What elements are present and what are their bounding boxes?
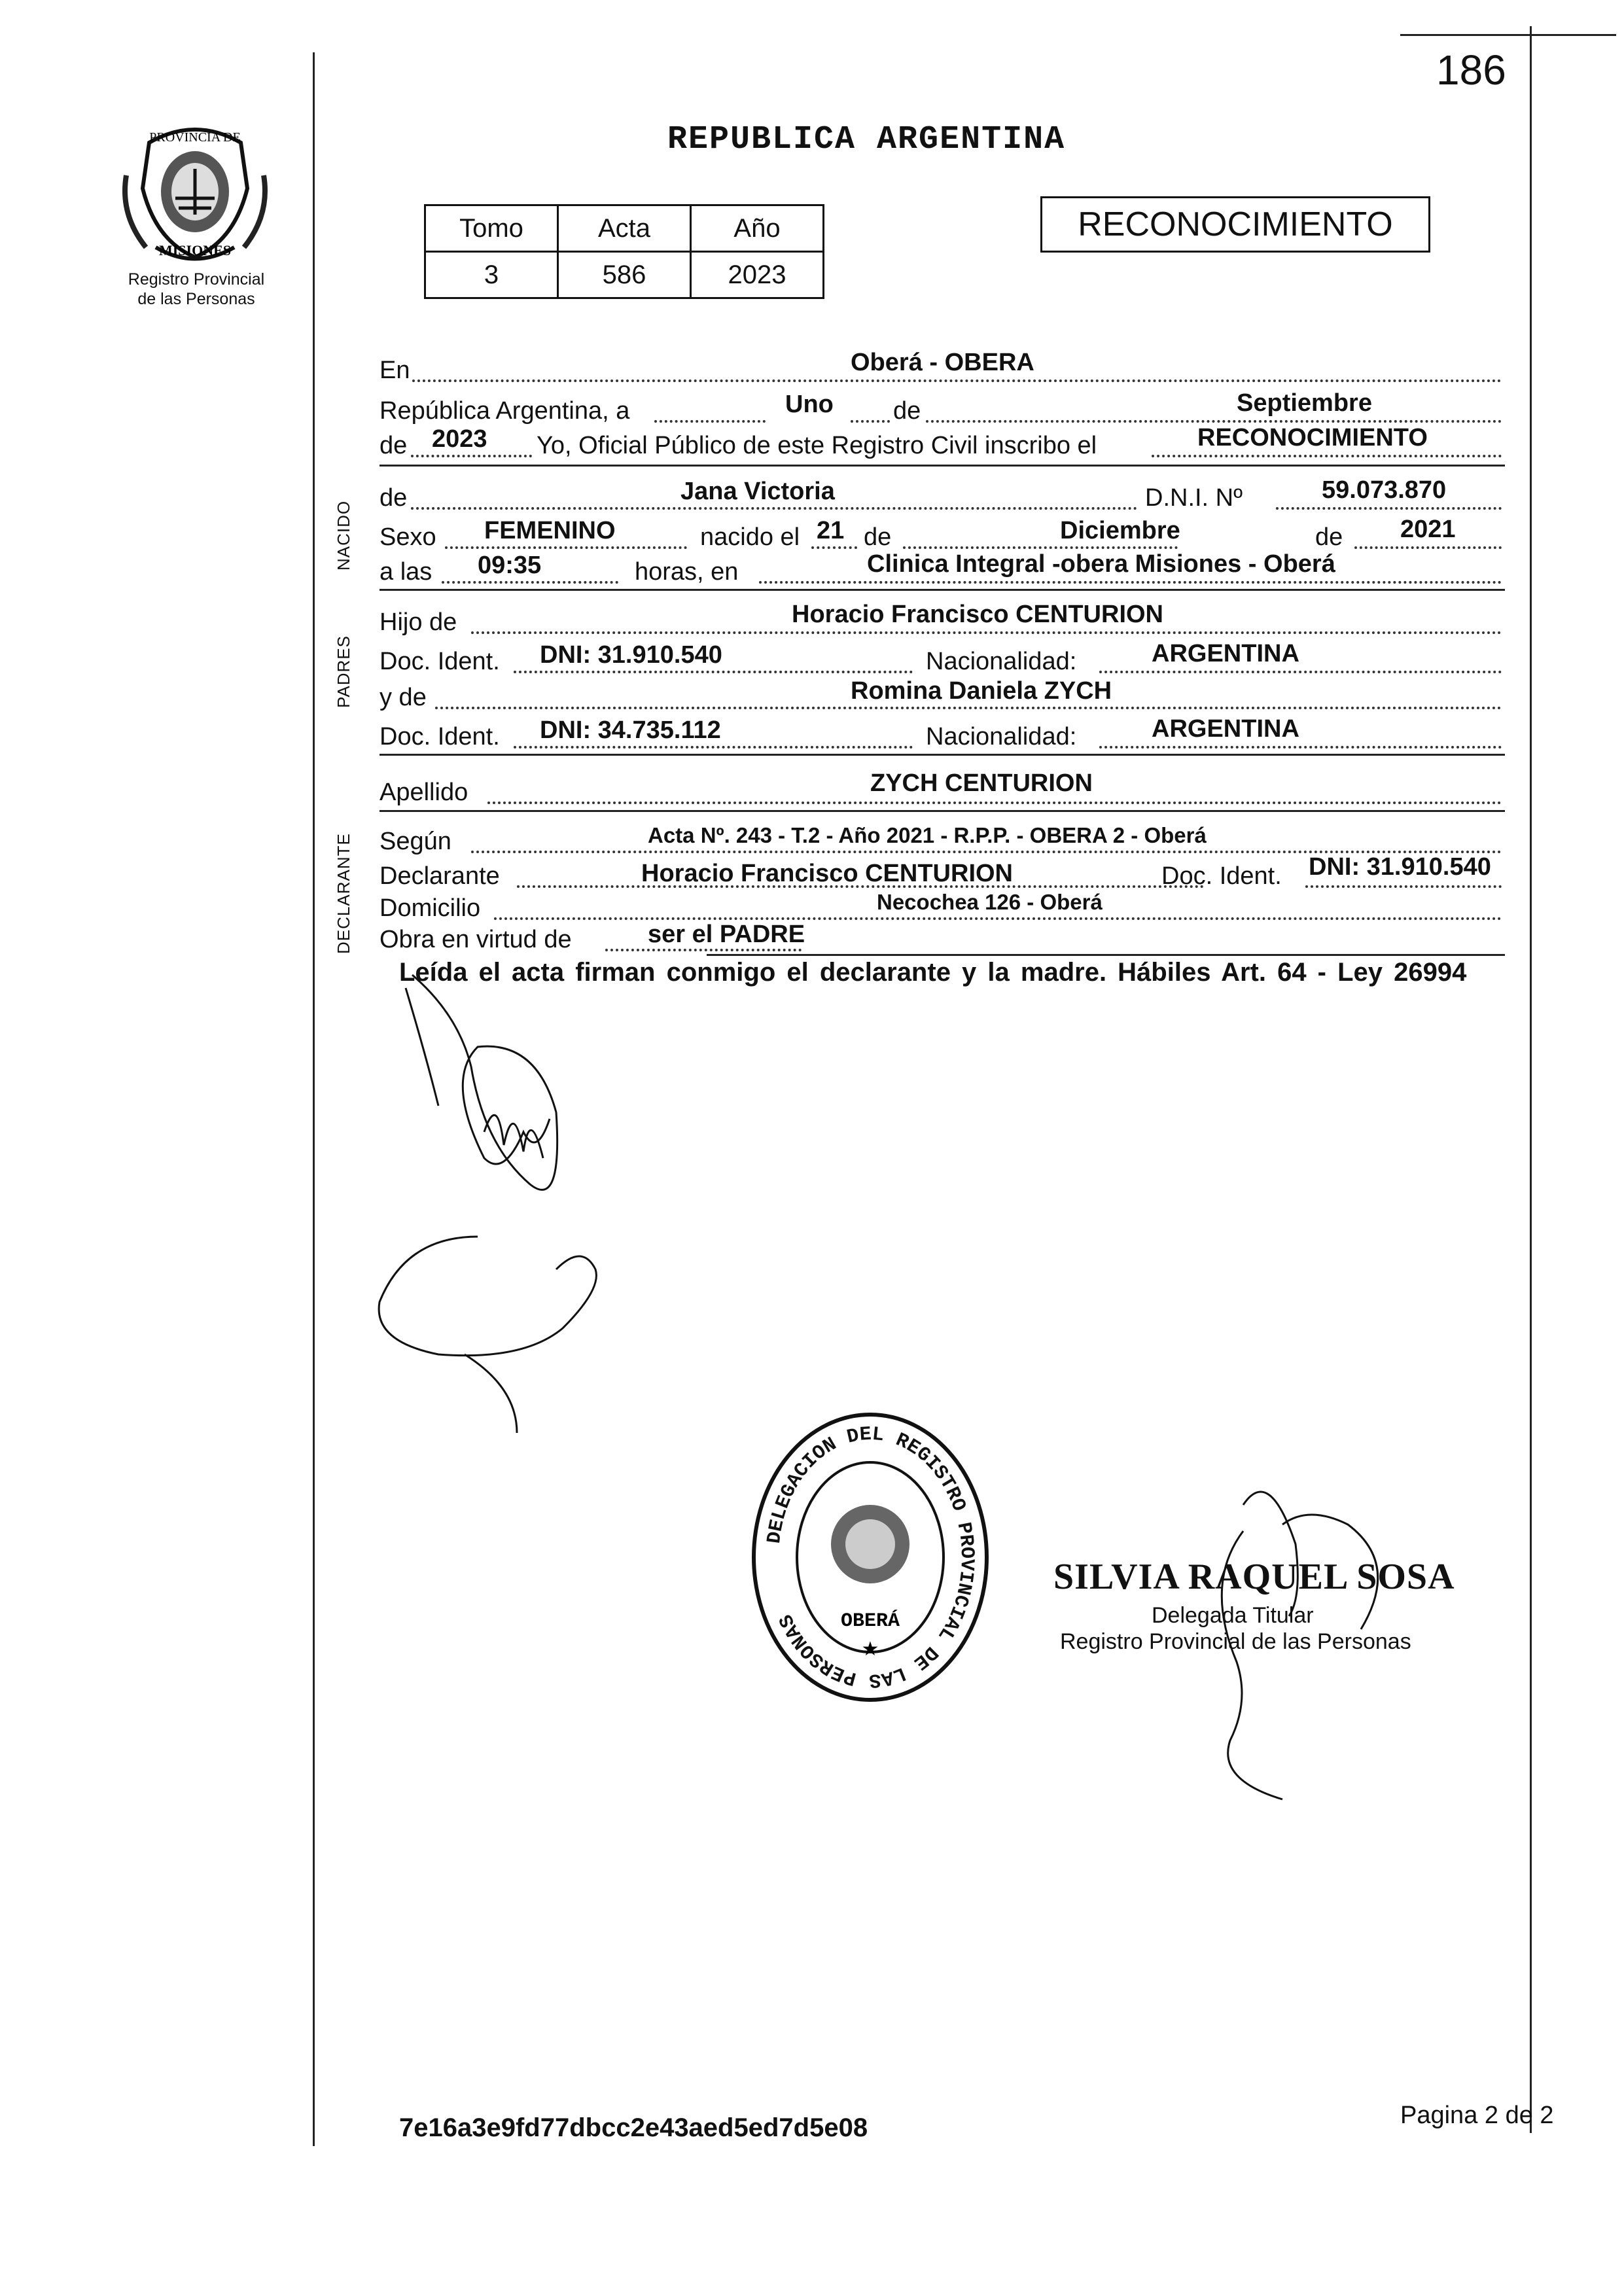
page-number: 186 — [1436, 46, 1506, 94]
madre-value: Romina Daniela ZYCH — [851, 677, 1112, 705]
tomo-header: Tomo — [425, 205, 558, 252]
en-value: Oberá - OBERA — [851, 349, 1034, 376]
misiones-crest-icon — [116, 116, 274, 267]
apellido-label: Apellido — [380, 779, 468, 806]
record-table-value-row — [425, 252, 824, 298]
side-label-padres: PADRES — [334, 635, 353, 708]
org-line-1: Registro Provincial — [128, 270, 265, 289]
en-label: En — [380, 357, 410, 384]
row-padre — [380, 599, 1505, 638]
dots — [514, 671, 913, 673]
seal-ring-text: DELEGACION DEL REGISTRO PROVINCIAL DE LAS PERSONAS — [763, 1423, 978, 1691]
nacido-dia-value: 21 — [817, 517, 845, 544]
dots — [605, 949, 802, 951]
madre-doc-value: DNI: 34.735.112 — [540, 716, 721, 744]
row-padre-doc — [380, 638, 1505, 677]
signatory-name: SILVIA RAQUEL SOSA — [1053, 1557, 1455, 1597]
dots — [487, 802, 1502, 804]
madre-nac-label: Nacionalidad: — [926, 723, 1077, 750]
row-madre — [380, 674, 1505, 713]
anio-value: 2023 — [691, 252, 824, 298]
madre-doc-label: Doc. Ident. — [380, 723, 500, 750]
republica-label: República Argentina, a — [380, 397, 630, 425]
dots — [1099, 671, 1502, 673]
dni-value: 59.073.870 — [1322, 476, 1447, 504]
section-divider — [380, 465, 1505, 467]
madre-nac-value: ARGENTINA — [1152, 715, 1299, 743]
dots — [442, 581, 618, 584]
padre-value: Horacio Francisco CENTURION — [792, 601, 1163, 628]
row-apellido — [380, 769, 1505, 808]
row-sexo — [380, 514, 1505, 553]
row-segun — [380, 818, 1505, 857]
document-title: REPUBLICA ARGENTINA — [667, 121, 1066, 158]
section-divider — [380, 589, 1505, 591]
domicilio-label: Domicilio — [380, 894, 481, 922]
declarante-doc-label: Doc. Ident. — [1161, 862, 1282, 890]
de-label-2: de — [380, 432, 408, 459]
nacido-mes-value: Diciembre — [1060, 517, 1180, 544]
organization-label — [98, 270, 294, 309]
pagination: Pagina 2 de 2 — [1400, 2102, 1554, 2129]
section-divider — [380, 754, 1505, 756]
row-hora-lugar — [380, 548, 1505, 588]
declarante-value: Horacio Francisco CENTURION — [641, 860, 1013, 887]
inscribo-text: Yo, Oficial Público de este Registro Civil inscribo el — [537, 432, 1097, 459]
row-madre-doc — [380, 713, 1505, 752]
left-margin-line — [313, 52, 315, 2146]
nombre-label: de — [380, 484, 408, 512]
record-table-header-row — [425, 205, 824, 252]
row-nombre — [380, 474, 1505, 514]
crest-bottom-text: MISIONES — [158, 242, 232, 258]
top-corner-line — [1400, 34, 1616, 36]
dots — [411, 507, 1137, 510]
alas-label: a las — [380, 558, 432, 586]
row-en — [380, 347, 1505, 386]
tomo-value: 3 — [425, 252, 558, 298]
row-fecha — [380, 387, 1505, 427]
dots — [411, 455, 532, 457]
legal-text: Leída el acta firman conmigo el declarante y la madre. Hábiles Art. 64 - Ley 26994 — [399, 958, 1467, 987]
inscribo-value: RECONOCIMIENTO — [1197, 424, 1428, 451]
obra-value: ser el PADRE — [648, 921, 805, 948]
nacido-de-label: de — [864, 523, 892, 551]
signatory-org: Registro Provincial de las Personas — [1060, 1629, 1411, 1654]
nacido-de-label-2: de — [1315, 523, 1343, 551]
dots — [412, 379, 1502, 382]
sexo-value: FEMENINO — [484, 517, 616, 544]
anio-inscripcion-value: 2023 — [432, 425, 487, 453]
dots — [1099, 746, 1502, 749]
record-table — [424, 204, 824, 299]
dots — [514, 746, 913, 749]
padre-doc-value: DNI: 31.910.540 — [540, 641, 722, 669]
de-label: de — [893, 397, 921, 425]
nacido-label: nacido el — [700, 523, 800, 551]
org-line-2: de las Personas — [137, 290, 255, 308]
official-seal-icon — [733, 1403, 1008, 1711]
right-margin-line — [1530, 26, 1532, 2133]
horas-en-label: horas, en — [635, 558, 739, 586]
nombre-value: Jana Victoria — [680, 478, 835, 505]
record-type-box: RECONOCIMIENTO — [1040, 196, 1430, 253]
apellido-value: ZYCH CENTURION — [870, 769, 1093, 797]
dots — [471, 631, 1502, 634]
dni-label: D.N.I. Nº — [1145, 484, 1243, 512]
dots — [1152, 455, 1502, 457]
anio-header: Año — [691, 205, 824, 252]
dots — [1276, 507, 1502, 510]
domicilio-value: Necochea 126 - Oberá — [877, 890, 1103, 914]
padre-nac-value: ARGENTINA — [1152, 640, 1299, 667]
side-label-declarante: DECLARANTE — [334, 833, 353, 954]
lugar-value: Clinica Integral -obera Misiones - Oberá — [867, 550, 1335, 578]
seal-center-text: OBERÁ — [840, 1610, 900, 1632]
dots — [435, 707, 1502, 709]
segun-label: Según — [380, 828, 451, 855]
declarante-label: Declarante — [380, 862, 500, 890]
hora-value: 09:35 — [478, 552, 542, 579]
declarante-doc-value: DNI: 31.910.540 — [1309, 853, 1491, 881]
acta-header: Acta — [558, 205, 691, 252]
signatory-role: Delegada Titular — [1152, 1603, 1314, 1628]
document-hash: 7e16a3e9fd77dbcc2e43aed5ed7d5e08 — [399, 2113, 868, 2142]
row-obra — [380, 916, 1505, 955]
hijo-label: Hijo de — [380, 608, 457, 636]
nacido-anio-value: 2021 — [1400, 516, 1456, 543]
yde-label: y de — [380, 684, 427, 711]
section-divider — [380, 810, 1505, 812]
row-inscribo — [380, 422, 1505, 461]
acta-value: 586 — [558, 252, 691, 298]
padre-doc-label: Doc. Ident. — [380, 648, 500, 675]
seal-star-icon: ★ — [861, 1638, 879, 1661]
dots — [759, 581, 1502, 584]
segun-value: Acta Nº. 243 - T.2 - Año 2021 - R.P.P. - OBERA 2 - Oberá — [648, 823, 1207, 847]
sexo-label: Sexo — [380, 523, 436, 551]
dia-value: Uno — [785, 391, 834, 418]
mes-value: Septiembre — [1237, 389, 1372, 417]
obra-label: Obra en virtud de — [380, 926, 572, 953]
side-label-nacido: NACIDO — [334, 500, 353, 571]
crest-top-text: PROVINCIA DE — [149, 130, 241, 145]
padre-nac-label: Nacionalidad: — [926, 648, 1077, 675]
declarante-signature — [366, 962, 680, 1472]
